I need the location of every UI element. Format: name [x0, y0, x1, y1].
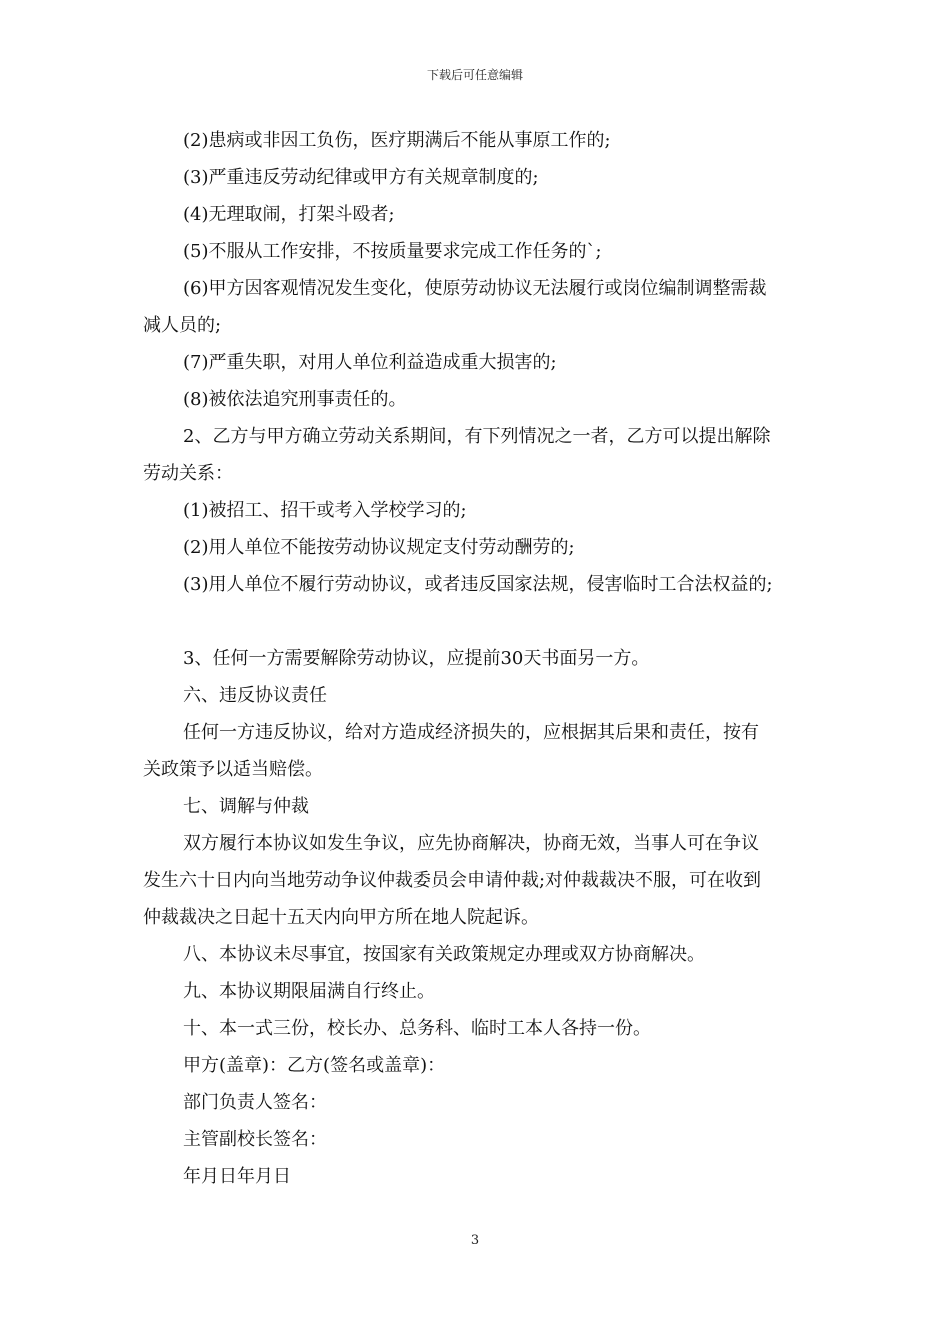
clause-line: 2、乙方与甲方确立劳动关系期间，有下列情况之一者，乙方可以提出解除 [183, 426, 771, 447]
clause-line-continued: 发生六十日内向当地劳动争议仲裁委员会申请仲裁;对仲裁裁决不服，可在收到 [143, 870, 762, 891]
clause-line-continued: 劳动关系： [143, 463, 233, 484]
clause-line-continued: 仲裁裁决之日起十五天内向甲方所在地人院起诉。 [143, 907, 539, 928]
clause-line: (3)严重违反劳动纪律或甲方有关规章制度的; [183, 167, 539, 188]
section-heading: 六、违反协议责任 [183, 685, 327, 706]
clause-line: 九、本协议期限届满自行终止。 [183, 981, 435, 1002]
clause-line: 任何一方违反协议，给对方造成经济损失的，应根据其后果和责任，按有 [183, 722, 759, 743]
clause-line: (8)被依法追究刑事责任的。 [183, 389, 407, 410]
clause-line: 双方履行本协议如发生争议，应先协商解决，协商无效，当事人可在争议 [183, 833, 759, 854]
clause-line: (4)无理取闹，打架斗殴者; [183, 204, 395, 225]
clause-line: 3、任何一方需要解除劳动协议，应提前30天书面另一方。 [183, 648, 650, 669]
page-header: 下载后可任意编辑 [426, 68, 523, 82]
signature-line: 甲方(盖章)：乙方(签名或盖章)： [183, 1055, 446, 1076]
clause-line: (5)不服从工作安排，不按质量要求完成工作任务的`; [183, 241, 602, 262]
date-line: 年月日年月日 [183, 1166, 291, 1187]
section-heading: 七、调解与仲裁 [183, 796, 309, 817]
clause-line-continued: 关政策予以适当赔偿。 [143, 759, 323, 780]
clause-line: 八、本协议未尽事宜，按国家有关政策规定办理或双方协商解决。 [183, 944, 705, 965]
blank-line [143, 603, 823, 640]
clause-line: 十、本一式三份，校长办、总务科、临时工本人各持一份。 [183, 1018, 651, 1039]
clause-line-continued: 减人员的; [143, 315, 222, 336]
document-body [143, 122, 823, 1195]
signature-line: 主管副校长签名： [183, 1129, 327, 1150]
clause-line: (2)用人单位不能按劳动协议规定支付劳动酬劳的; [183, 537, 575, 558]
clause-line: (3)用人单位不履行劳动协议，或者违反国家法规，侵害临时工合法权益的; [183, 574, 773, 595]
page-number: 3 [470, 1233, 480, 1248]
clause-line: (6)甲方因客观情况发生变化，使原劳动协议无法履行或岗位编制调整需裁 [183, 278, 767, 299]
clause-line: (2)患病或非因工负伤，医疗期满后不能从事原工作的; [183, 130, 611, 151]
clause-line: (1)被招工、招干或考入学校学习的; [183, 500, 467, 521]
signature-line: 部门负责人签名： [183, 1092, 327, 1113]
clause-line: (7)严重失职，对用人单位利益造成重大损害的; [183, 352, 557, 373]
